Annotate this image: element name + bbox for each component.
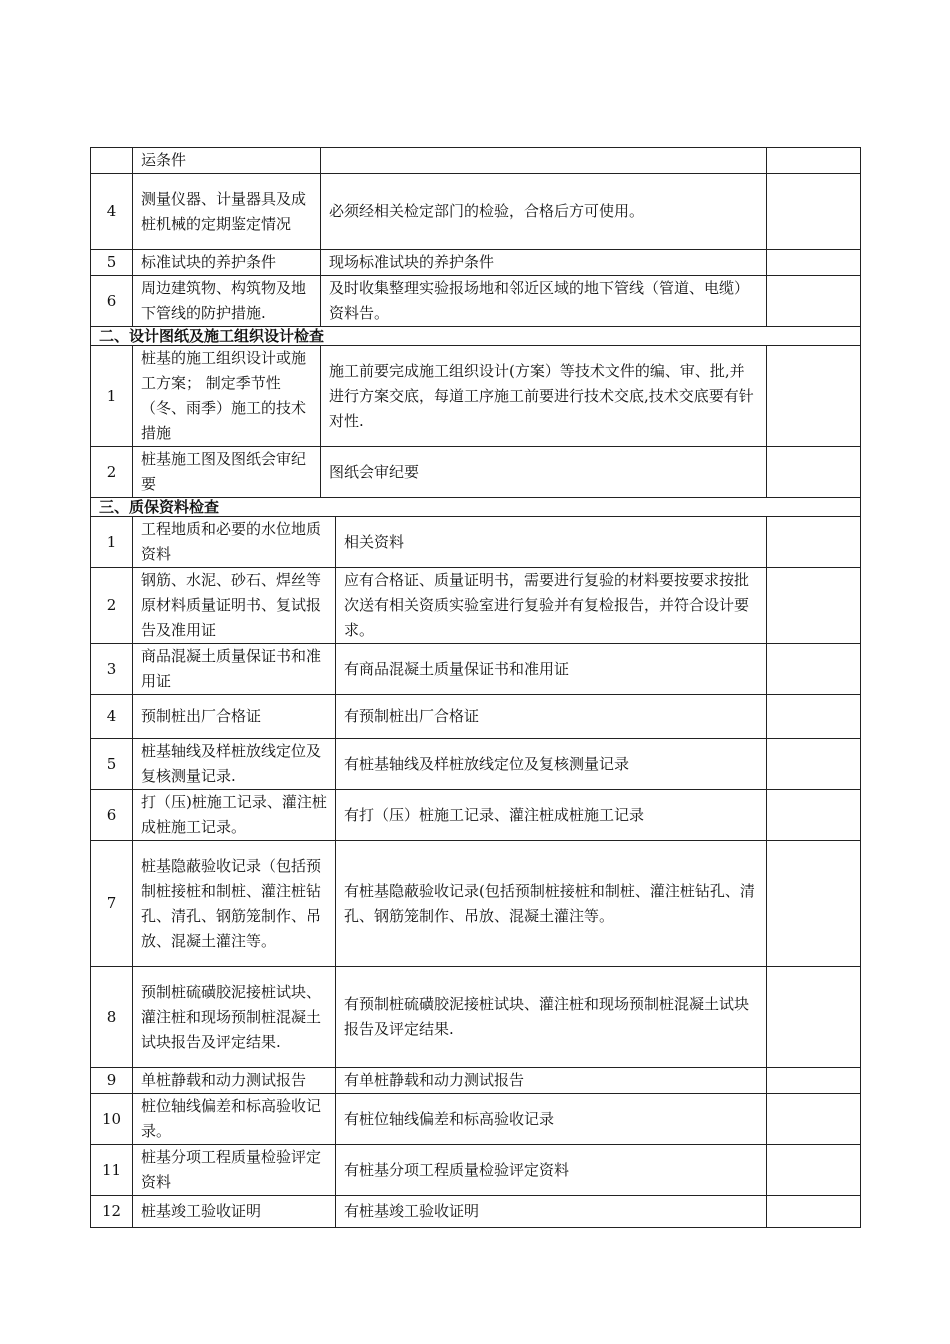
row-requirement: 有桩位轴线偏差和标高验收记录 (336, 1094, 767, 1145)
table-row (91, 517, 861, 568)
row-item: 工程地质和必要的水位地质资料 (133, 517, 336, 568)
row-item: 钢筋、水泥、砂石、焊丝等原材料质量证明书、复试报告及准用证 (133, 568, 336, 644)
row-result (767, 1094, 861, 1145)
row-requirement: 有预制桩出厂合格证 (336, 695, 767, 739)
table-row (91, 1145, 861, 1196)
row-result (767, 148, 861, 174)
row-requirement: 应有合格证、质量证明书，需要进行复验的材料要按要求按批次送有相关资质实验室进行复验并有复检报告，并符合设计要求。 (336, 568, 767, 644)
row-number: 6 (91, 276, 133, 327)
row-number: 1 (91, 346, 133, 447)
table-row (91, 967, 861, 1068)
checklist-table-quality-docs (90, 516, 861, 1228)
row-requirement: 有打（压）桩施工记录、灌注桩成桩施工记录 (336, 790, 767, 841)
row-result (767, 447, 861, 498)
row-item: 预制桩硫磺胶泥接桩试块、灌注桩和现场预制桩混凝土试块报告及评定结果. (133, 967, 336, 1068)
row-requirement: 有商品混凝土质量保证书和准用证 (336, 644, 767, 695)
row-number: 3 (91, 644, 133, 695)
row-item: 桩基轴线及样桩放线定位及复核测量记录. (133, 739, 336, 790)
table-row (91, 568, 861, 644)
inspection-sheet (90, 147, 860, 1228)
row-requirement: 有桩基竣工验收证明 (336, 1196, 767, 1228)
row-item: 周边建筑物、构筑物及地下管线的防护措施. (133, 276, 321, 327)
row-number: 12 (91, 1196, 133, 1228)
row-result (767, 739, 861, 790)
row-requirement: 有单桩静载和动力测试报告 (336, 1068, 767, 1094)
row-result (767, 967, 861, 1068)
row-result (767, 790, 861, 841)
row-item: 测量仪器、计量器具及成桩机械的定期鉴定情况 (133, 174, 321, 250)
row-result (767, 174, 861, 250)
row-requirement: 施工前要完成施工组织设计(方案）等技术文件的编、审、批,并进行方案交底，每道工序施工前要进行技术交底,技术交底要有针对性. (321, 346, 767, 447)
row-requirement: 有预制桩硫磺胶泥接桩试块、灌注桩和现场预制桩混凝土试块报告及评定结果. (336, 967, 767, 1068)
row-number: 5 (91, 250, 133, 276)
row-item: 桩基分项工程质量检验评定资料 (133, 1145, 336, 1196)
row-number: 2 (91, 447, 133, 498)
row-number: 11 (91, 1145, 133, 1196)
row-requirement: 及时收集整理实验报场地和邻近区域的地下管线（管道、电缆）资料告。 (321, 276, 767, 327)
table-row (91, 250, 861, 276)
table-row (91, 1196, 861, 1228)
row-number: 2 (91, 568, 133, 644)
row-requirement: 现场标准试块的养护条件 (321, 250, 767, 276)
row-item: 桩基施工图及图纸会审纪要 (133, 447, 321, 498)
row-result (767, 568, 861, 644)
row-number: 4 (91, 174, 133, 250)
row-item: 桩基的施工组织设计或施工方案； 制定季节性（冬、雨季）施工的技术措施 (133, 346, 321, 447)
row-result (767, 346, 861, 447)
row-number: 1 (91, 517, 133, 568)
row-result (767, 644, 861, 695)
table-row (91, 148, 861, 174)
table-row (91, 739, 861, 790)
row-number: 6 (91, 790, 133, 841)
table-row (91, 644, 861, 695)
row-number: 9 (91, 1068, 133, 1094)
row-requirement (321, 148, 767, 174)
row-result (767, 517, 861, 568)
table-row (91, 790, 861, 841)
section-title: 二、设计图纸及施工组织设计检查 (91, 327, 861, 346)
row-item: 单桩静载和动力测试报告 (133, 1068, 336, 1094)
row-number: 5 (91, 739, 133, 790)
row-number (91, 148, 133, 174)
section-row (91, 498, 861, 517)
table-row (91, 447, 861, 498)
row-requirement: 必须经相关检定部门的检验，合格后方可使用。 (321, 174, 767, 250)
table-row (91, 174, 861, 250)
row-item: 标准试块的养护条件 (133, 250, 321, 276)
row-number: 8 (91, 967, 133, 1068)
section-row (91, 327, 861, 346)
row-requirement: 相关资料 (336, 517, 767, 568)
row-result (767, 1145, 861, 1196)
table-row (91, 346, 861, 447)
row-result (767, 1196, 861, 1228)
row-item: 桩位轴线偏差和标高验收记录。 (133, 1094, 336, 1145)
row-result (767, 695, 861, 739)
checklist-table-top (90, 147, 861, 517)
section-title: 三、质保资料检查 (91, 498, 861, 517)
row-result (767, 841, 861, 967)
row-requirement: 有桩基隐蔽验收记录(包括预制桩接桩和制桩、灌注桩钻孔、清孔、钢筋笼制作、吊放、混凝土灌注等。 (336, 841, 767, 967)
row-item: 预制桩出厂合格证 (133, 695, 336, 739)
table-row (91, 276, 861, 327)
row-number: 7 (91, 841, 133, 967)
row-requirement: 有桩基轴线及样桩放线定位及复核测量记录 (336, 739, 767, 790)
table-row (91, 695, 861, 739)
row-requirement: 有桩基分项工程质量检验评定资料 (336, 1145, 767, 1196)
row-item: 打（压)桩施工记录、灌注桩成桩施工记录。 (133, 790, 336, 841)
table-row (91, 1068, 861, 1094)
row-result (767, 1068, 861, 1094)
row-number: 4 (91, 695, 133, 739)
row-result (767, 276, 861, 327)
row-item: 桩基隐蔽验收记录（包括预制桩接桩和制桩、灌注桩钻孔、清孔、钢筋笼制作、吊放、混凝土灌注等。 (133, 841, 336, 967)
row-result (767, 250, 861, 276)
table-row (91, 841, 861, 967)
row-item: 桩基竣工验收证明 (133, 1196, 336, 1228)
row-requirement: 图纸会审纪要 (321, 447, 767, 498)
row-item: 运条件 (133, 148, 321, 174)
row-item: 商品混凝土质量保证书和准用证 (133, 644, 336, 695)
row-number: 10 (91, 1094, 133, 1145)
table-row (91, 1094, 861, 1145)
